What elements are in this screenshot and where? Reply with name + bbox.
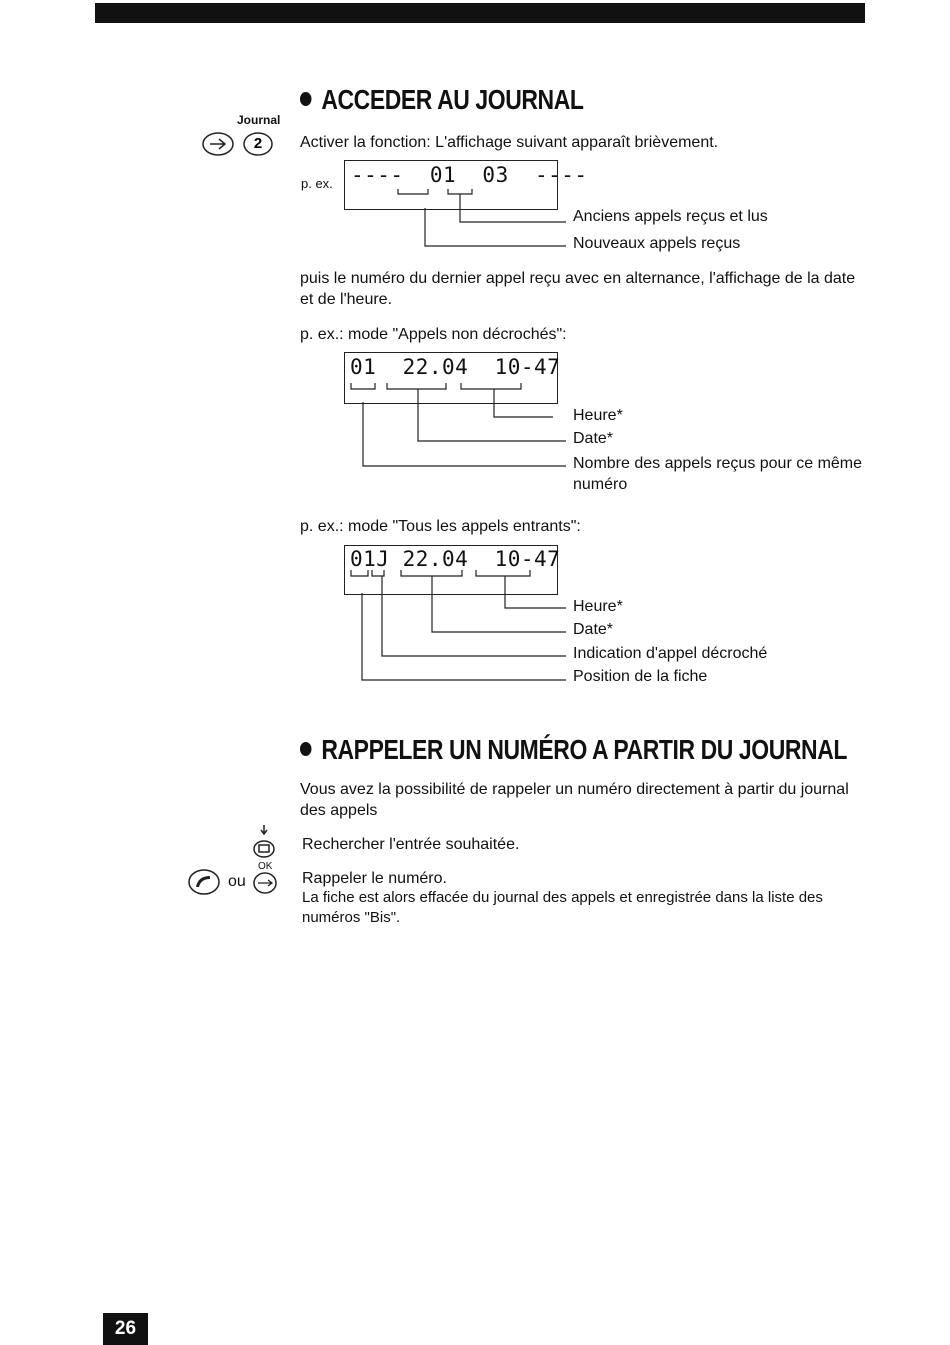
example-label-3: p. ex.: mode "Tous les appels entrants": [300, 518, 581, 535]
callout-anciens-appels: Anciens appels reçus et lus [573, 208, 768, 225]
step-rechercher: Rechercher l'entrée souhaitée. [302, 836, 520, 853]
example-label-2: p. ex.: mode "Appels non décrochés": [300, 326, 567, 343]
callout-date-2: Date* [573, 430, 614, 447]
bullet-icon [300, 742, 311, 756]
step-rappeler-note: La fiche est alors effacée du journal des appels et enregistrée dans la liste des numéros "Bis". [302, 889, 823, 926]
section-title-rappeler: RAPPELER UN NUMÉRO A PARTIR DU JOURNAL [300, 734, 847, 766]
ok-key-icon [252, 870, 282, 896]
example-label-1: p. ex. [301, 176, 333, 191]
handset-key-icon [186, 867, 226, 897]
journal-key-label: Journal [237, 113, 281, 127]
lcd-display-1-text: ---- 01 03 ---- [351, 163, 588, 187]
callout-position-fiche: Position de la fiche [573, 668, 708, 685]
page-number: 26 [103, 1313, 148, 1345]
callout-indication-decroche: Indication d'appel décroché [573, 645, 768, 662]
step-rappeler: Rappeler le numéro. [302, 870, 447, 887]
callout-nombre-appels: Nombre des appels reçus pour ce même numéro [573, 455, 863, 493]
callout-heure-3: Heure* [573, 598, 623, 615]
svg-text:2: 2 [253, 135, 263, 152]
ou-label: ou [228, 873, 246, 890]
down-arrow-icon [261, 825, 267, 834]
intro-text: Activer la fonction: L'affichage suivant apparaît brièvement. [300, 134, 719, 151]
phonebook-key-icon [250, 823, 280, 861]
lcd-display-3-text: 01J 22.04 10-47 [350, 547, 561, 571]
callout-heure-2: Heure* [573, 407, 623, 424]
callout-nouveaux-appels: Nouveaux appels reçus [573, 235, 741, 252]
ok-label: OK [258, 861, 273, 872]
rappeler-intro: Vous avez la possibilité de rappeler un numéro directement à partir du journal des appels [300, 781, 849, 819]
callout-date-3: Date* [573, 621, 614, 638]
paragraph-alternance: puis le numéro du dernier appel reçu avec en alternance, l'affichage de la date et de l'heure. [300, 270, 856, 308]
lcd-display-2-text: 01 22.04 10-47 [350, 355, 561, 379]
section-title-journal: ACCEDER AU JOURNAL [300, 84, 584, 116]
